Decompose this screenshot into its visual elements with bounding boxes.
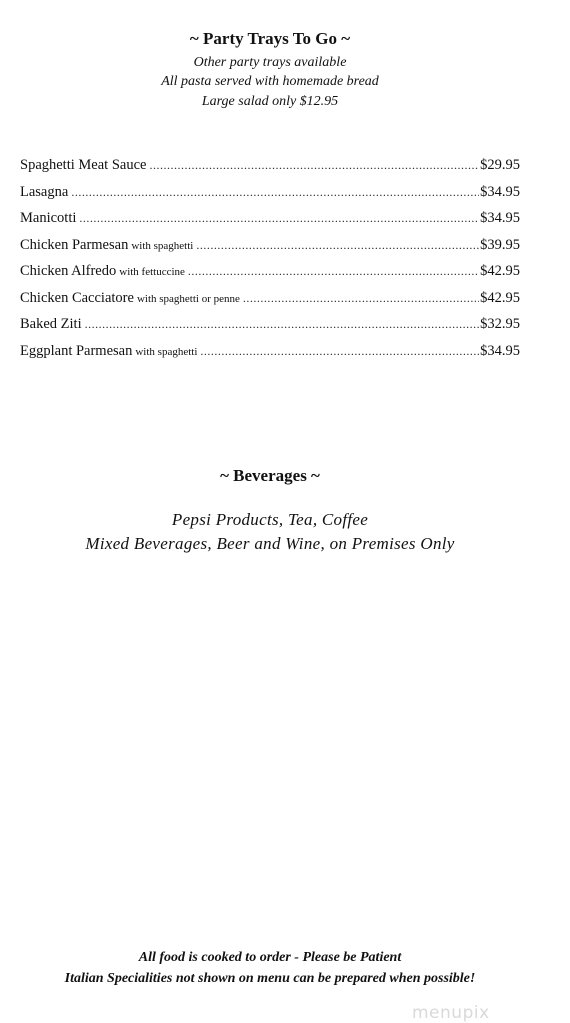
item-note: with spaghetti bbox=[135, 345, 198, 358]
list-item bbox=[20, 184, 520, 211]
item-name: Baked Ziti bbox=[20, 316, 82, 332]
list-item bbox=[20, 157, 520, 184]
item-name: Spaghetti Meat Sauce bbox=[20, 157, 147, 173]
item-price: $32.95 bbox=[480, 316, 520, 332]
dot-leader bbox=[243, 291, 479, 306]
item-note: with fettuccine bbox=[119, 266, 185, 278]
party-trays-note-other: Other party trays available bbox=[193, 55, 347, 70]
footer-specialities: Italian Specialities not shown on menu can be prepared when possible! bbox=[64, 971, 476, 986]
list-item bbox=[20, 210, 520, 237]
item-name: Chicken Cacciatore bbox=[20, 289, 134, 306]
item-price: $39.95 bbox=[480, 236, 520, 253]
beverages-title: ~ Beverages ~ bbox=[220, 466, 320, 485]
beverages-line-alcohol: Mixed Beverages, Beer and Wine, on Premises Only bbox=[85, 534, 455, 553]
list-item bbox=[20, 316, 520, 343]
item-note: with spaghetti bbox=[131, 239, 194, 252]
watermark-logo: menupix bbox=[412, 1003, 490, 1023]
item-name: Chicken Alfredo bbox=[20, 263, 117, 279]
item-price: $34.95 bbox=[480, 342, 520, 359]
dot-leader bbox=[188, 264, 479, 279]
list-item bbox=[20, 263, 520, 290]
party-trays-title: ~ Party Trays To Go ~ bbox=[189, 29, 351, 48]
list-item bbox=[20, 343, 520, 370]
dot-leader bbox=[79, 211, 479, 226]
dot-leader bbox=[71, 185, 479, 200]
footer-cooked-to-order: All food is cooked to order - Please be Patient bbox=[138, 950, 402, 965]
party-trays-note-bread: All pasta served with homemade bread bbox=[161, 74, 379, 89]
item-price: $29.95 bbox=[480, 157, 520, 173]
item-name: Eggplant Parmesan bbox=[20, 342, 133, 359]
beverages-line-soft: Pepsi Products, Tea, Coffee bbox=[171, 510, 369, 529]
item-price: $34.95 bbox=[480, 183, 520, 200]
party-trays-list bbox=[20, 157, 520, 369]
dot-leader bbox=[85, 317, 480, 332]
dot-leader bbox=[149, 158, 479, 173]
item-price: $42.95 bbox=[480, 289, 520, 306]
dot-leader bbox=[200, 344, 479, 359]
item-name: Manicotti bbox=[20, 210, 77, 226]
item-name: Lasagna bbox=[20, 183, 69, 200]
item-price: $34.95 bbox=[480, 210, 520, 226]
party-trays-note-salad: Large salad only $12.95 bbox=[201, 94, 339, 109]
item-note: with spaghetti or penne bbox=[136, 292, 240, 305]
item-name: Chicken Parmesan bbox=[20, 236, 129, 253]
list-item bbox=[20, 237, 520, 264]
item-price: $42.95 bbox=[480, 263, 520, 279]
list-item bbox=[20, 290, 520, 317]
dot-leader bbox=[196, 238, 479, 253]
